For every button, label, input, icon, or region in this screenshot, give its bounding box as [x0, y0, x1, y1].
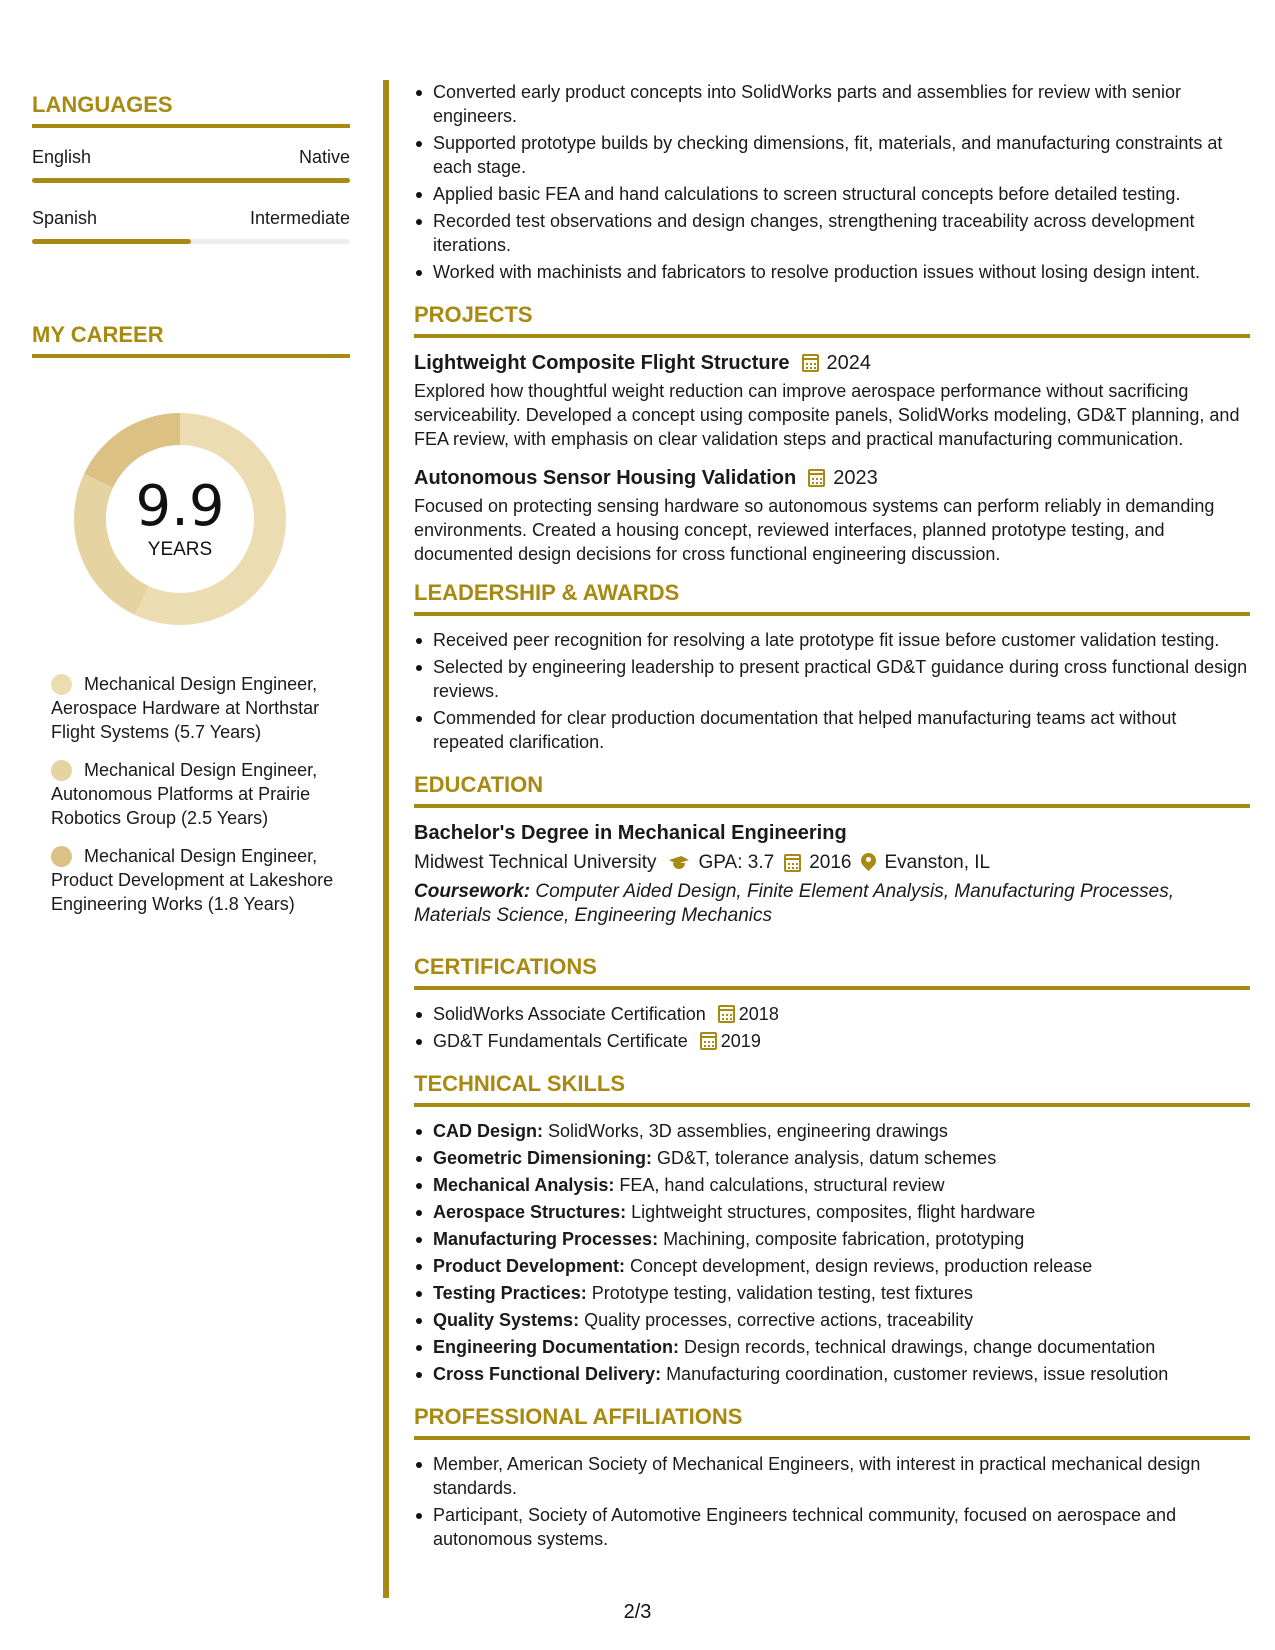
- skill-label: Mechanical Analysis:: [433, 1175, 615, 1195]
- language-name: Spanish: [32, 208, 98, 228]
- skill-label: Aerospace Structures:: [433, 1202, 627, 1222]
- skill-value: SolidWorks, 3D assemblies, engineering drawings: [543, 1121, 948, 1141]
- main-content: [414, 80, 1250, 1554]
- affiliation-bullet: Member, American Society of Mechanical Engineers, with interest in practical mechanical design standards.: [414, 1452, 1250, 1500]
- leadership-section: [414, 580, 1250, 754]
- skill-label: Manufacturing Processes:: [433, 1229, 659, 1249]
- languages-section: [32, 92, 350, 244]
- legend-dot: [51, 674, 72, 695]
- languages-list: [32, 146, 350, 244]
- education-section: [414, 772, 1250, 928]
- coursework-label: Coursework:: [414, 881, 531, 902]
- affiliations-list: [414, 1452, 1250, 1551]
- skill-item: [414, 1362, 1250, 1386]
- skill-value: Lightweight structures, composites, flight hardware: [626, 1202, 1036, 1222]
- skill-item: [414, 1308, 1250, 1332]
- skill-label: Engineering Documentation:: [433, 1337, 680, 1357]
- location-pin-icon: [861, 853, 876, 873]
- experience-bullet: Applied basic FEA and hand calculations to screen structural concepts before detailed testing.: [414, 182, 1250, 206]
- project-name: Autonomous Sensor Housing Validation: [414, 467, 797, 489]
- certifications-list: [414, 1002, 1250, 1053]
- skill-value: FEA, hand calculations, structural review: [614, 1175, 945, 1195]
- language-level: Intermediate: [249, 208, 350, 228]
- calendar-icon: [802, 354, 819, 372]
- skill-label: Product Development:: [433, 1256, 626, 1276]
- skill-item: [414, 1200, 1250, 1224]
- skill-label: Cross Functional Delivery:: [433, 1364, 662, 1384]
- language-level: Native: [298, 147, 350, 167]
- career-legend: [32, 672, 350, 916]
- education-school: Midwest Technical University: [414, 852, 657, 873]
- project-description: Focused on protecting sensing hardware so autonomous systems can perform reliably in demanding environments. Created a housing concept, reviewed interfaces, planned prototype testing, and documented design decisions for cross functional engineering discussion.: [414, 496, 1215, 564]
- career-section: [32, 322, 350, 916]
- certification-item: [414, 1029, 1250, 1053]
- graduation-cap-icon: [667, 854, 691, 872]
- language-proficiency-bar: [32, 178, 350, 183]
- project-year: 2023: [833, 467, 878, 489]
- leadership-title: LEADERSHIP & AWARDS: [414, 580, 1250, 616]
- skill-item: [414, 1173, 1250, 1197]
- project-header: [414, 465, 1250, 491]
- certification-year: 2019: [720, 1031, 761, 1051]
- projects-section: [414, 302, 1250, 566]
- legend-dot: [51, 760, 72, 781]
- leadership-list: [414, 628, 1250, 754]
- column-divider: [383, 80, 389, 1598]
- affiliations-section: [414, 1404, 1250, 1551]
- skill-item: [414, 1146, 1250, 1170]
- skill-label: Testing Practices:: [433, 1283, 587, 1303]
- skill-value: Concept development, design reviews, production release: [625, 1256, 1093, 1276]
- certification-row: [433, 1029, 1250, 1053]
- skills-section: [414, 1071, 1250, 1386]
- skill-item: [414, 1254, 1250, 1278]
- career-total-unit: YEARS: [147, 539, 213, 560]
- project-item: [414, 465, 1250, 566]
- experience-bullets: [414, 80, 1250, 284]
- project-name: Lightweight Composite Flight Structure: [414, 352, 790, 374]
- education-coursework: [414, 880, 1250, 928]
- language-proficiency-bar: [32, 239, 350, 244]
- project-description: Explored how thoughtful weight reduction can improve aerospace performance without sacrificing serviceability. Developed a concept using composite panels, SolidWorks modeling, GD&T planning, and FEA review, with emphasis on clear validation steps and practical manufacturing communication.: [414, 381, 1240, 449]
- calendar-icon: [784, 854, 801, 872]
- education-gpa: GPA: 3.7: [698, 852, 775, 873]
- career-donut-chart: [65, 404, 295, 634]
- leadership-bullet: Selected by engineering leadership to present practical GD&T guidance during cross functional design reviews.: [414, 655, 1250, 703]
- languages-title: LANGUAGES: [32, 92, 350, 128]
- skill-label: Quality Systems:: [433, 1310, 580, 1330]
- certifications-section: [414, 954, 1250, 1053]
- language-row: [32, 146, 350, 168]
- career-legend-item: [51, 758, 350, 830]
- skills-title: TECHNICAL SKILLS: [414, 1071, 1250, 1107]
- language-item: [32, 146, 350, 183]
- skill-value: Quality processes, corrective actions, traceability: [579, 1310, 974, 1330]
- donut-center: [65, 404, 295, 634]
- experience-bullet: Recorded test observations and design changes, strengthening traceability across development iterations.: [414, 209, 1250, 257]
- career-title: MY CAREER: [32, 322, 350, 358]
- experience-bullet: Supported prototype builds by checking dimensions, fit, materials, and manufacturing constraints at each stage.: [414, 131, 1250, 179]
- experience-bullet: Worked with machinists and fabricators to resolve production issues without losing design intent.: [414, 260, 1250, 284]
- legend-dot: [51, 846, 72, 867]
- projects-title: PROJECTS: [414, 302, 1250, 338]
- calendar-icon: [718, 1005, 735, 1023]
- skill-value: Prototype testing, validation testing, test fixtures: [586, 1283, 973, 1303]
- leadership-bullet: Received peer recognition for resolving a late prototype fit issue before customer validation testing.: [414, 628, 1250, 652]
- skill-item: [414, 1227, 1250, 1251]
- career-legend-item: [51, 844, 350, 916]
- calendar-icon: [700, 1032, 717, 1050]
- project-year: 2024: [826, 352, 872, 374]
- language-item: [32, 207, 350, 244]
- career-legend-label: Mechanical Design Engineer, Autonomous Platforms at Prairie Robotics Group (2.5 Years): [51, 760, 318, 828]
- education-degree: Bachelor's Degree in Mechanical Engineering: [414, 822, 847, 844]
- language-name: English: [32, 147, 92, 167]
- skill-item: [414, 1335, 1250, 1359]
- skill-item: [414, 1119, 1250, 1143]
- page-number: 2/3: [623, 1601, 652, 1623]
- education-details: [414, 850, 1250, 876]
- skill-value: Design records, technical drawings, change documentation: [679, 1337, 1156, 1357]
- certifications-title: CERTIFICATIONS: [414, 954, 1250, 990]
- certification-item: [414, 1002, 1250, 1026]
- coursework-list: Computer Aided Design, Finite Element Analysis, Manufacturing Processes, Materials Science, Engineering Mechanics: [414, 881, 1174, 926]
- project-item: [414, 350, 1250, 451]
- certification-row: [433, 1002, 1250, 1026]
- sidebar: [32, 92, 350, 930]
- career-legend-label: Mechanical Design Engineer, Aerospace Hardware at Northstar Flight Systems (5.7 Years): [51, 674, 320, 742]
- language-row: [32, 207, 350, 229]
- career-legend-item: [51, 672, 350, 744]
- skill-item: [414, 1281, 1250, 1305]
- calendar-icon: [808, 469, 825, 487]
- skill-label: CAD Design:: [433, 1121, 544, 1141]
- skill-label: Geometric Dimensioning:: [433, 1148, 653, 1168]
- language-proficiency-fill: [32, 239, 191, 244]
- project-header: [414, 350, 1250, 376]
- career-total-years: 9.9: [135, 474, 225, 539]
- education-year: 2016: [809, 852, 852, 873]
- projects-list: [414, 350, 1250, 566]
- skill-value: Manufacturing coordination, customer reviews, issue resolution: [661, 1364, 1169, 1384]
- skill-value: GD&T, tolerance analysis, datum schemes: [652, 1148, 997, 1168]
- career-legend-label: Mechanical Design Engineer, Product Development at Lakeshore Engineering Works (1.8 Years): [51, 846, 334, 914]
- certification-name: GD&T Fundamentals Certificate: [433, 1031, 688, 1051]
- certification-year: 2018: [738, 1004, 779, 1024]
- language-proficiency-fill: [32, 178, 350, 183]
- skill-value: Machining, composite fabrication, prototyping: [658, 1229, 1025, 1249]
- certification-name: SolidWorks Associate Certification: [433, 1004, 706, 1024]
- experience-bullet: Converted early product concepts into SolidWorks parts and assemblies for review with senior engineers.: [414, 80, 1250, 128]
- skills-list: [414, 1119, 1250, 1386]
- leadership-bullet: Commended for clear production documentation that helped manufacturing teams act without repeated clarification.: [414, 706, 1250, 754]
- affiliations-title: PROFESSIONAL AFFILIATIONS: [414, 1404, 1250, 1440]
- affiliation-bullet: Participant, Society of Automotive Engineers technical community, focused on aerospace and autonomous systems.: [414, 1503, 1250, 1551]
- education-location: Evanston, IL: [884, 852, 991, 873]
- education-title: EDUCATION: [414, 772, 1250, 808]
